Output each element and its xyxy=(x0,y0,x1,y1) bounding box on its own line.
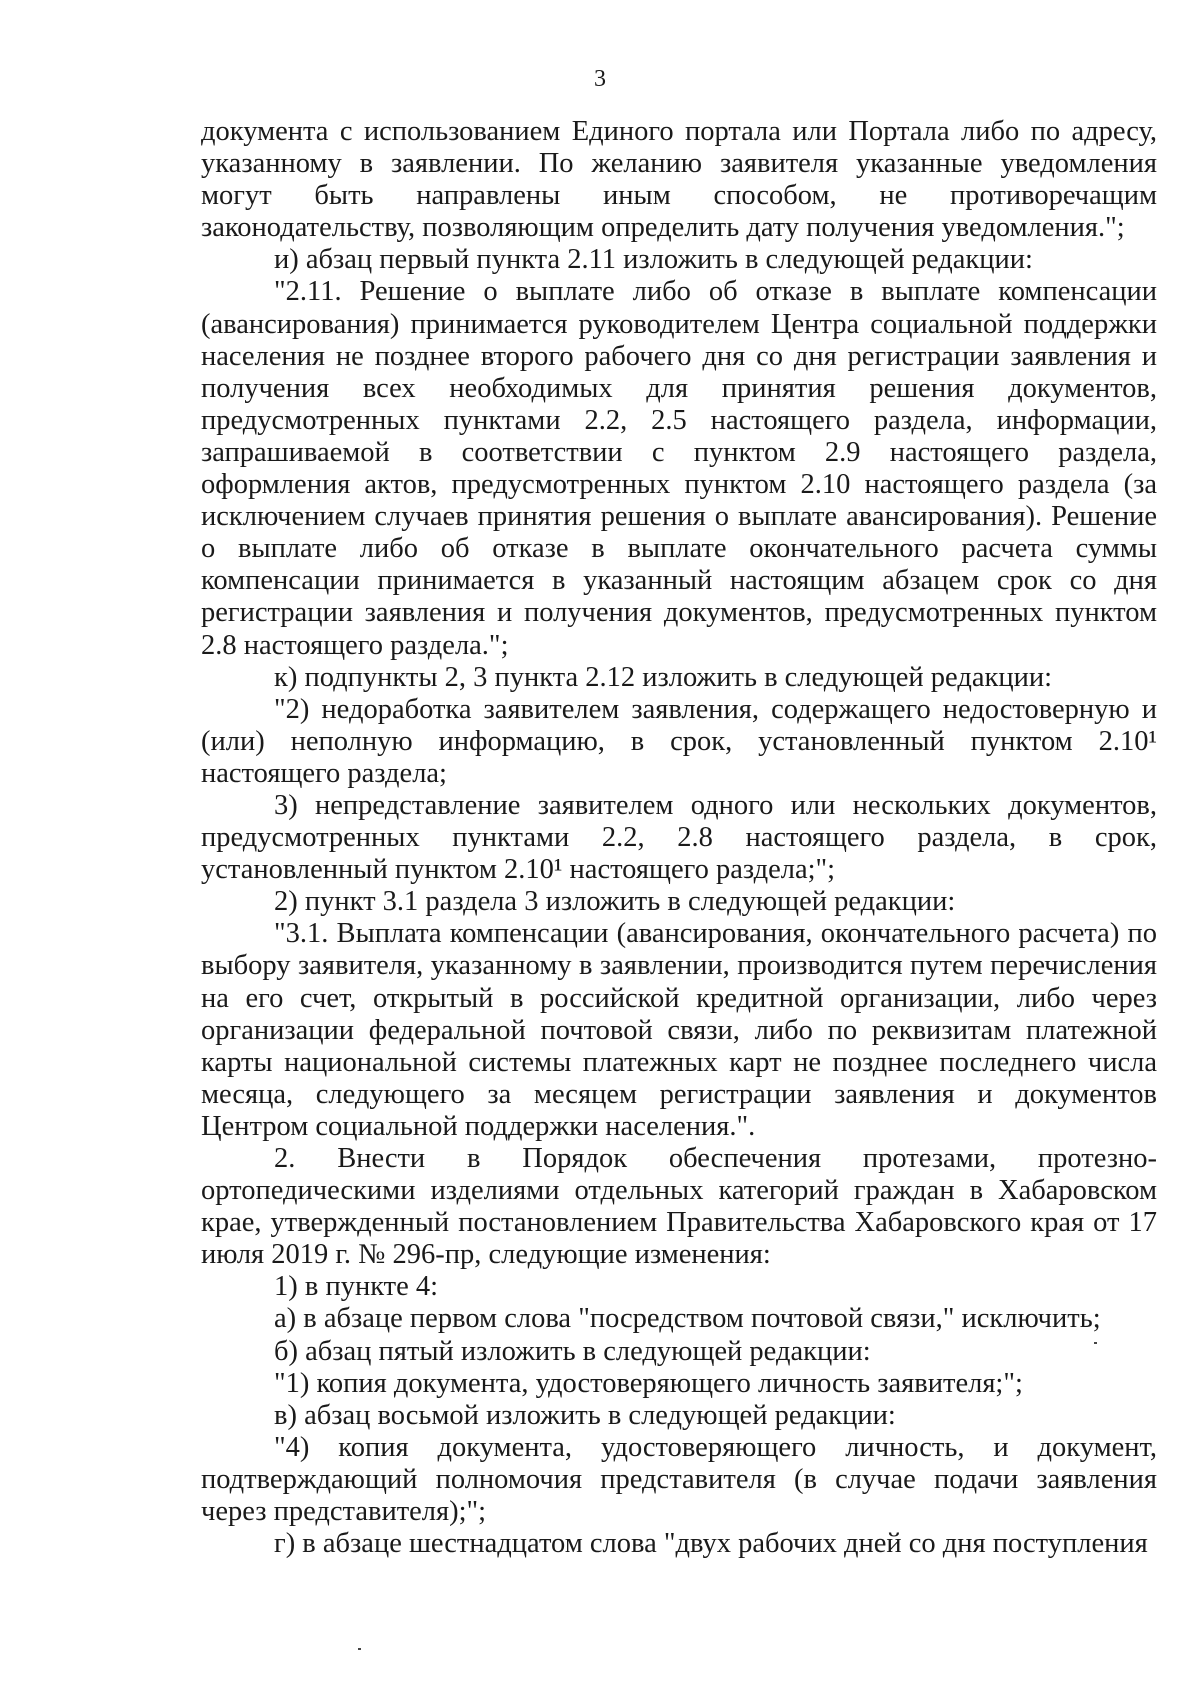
paragraph: документа с использованием Единого портала или Портала либо по адресу, указанному в заявлении. По желанию заявителя указанные уведомления могут быть направлены иным способом, не противоречащим законодательству, позволяющим определить дату получения уведомления."; xyxy=(201,116,1157,244)
paragraph: и) абзац первый пункта 2.11 изложить в следующей редакции: xyxy=(274,244,1033,276)
paragraph: в) абзац восьмой изложить в следующей редакции: xyxy=(274,1399,896,1431)
paragraph: "1) копия документа, удостоверяющего личность заявителя;"; xyxy=(274,1367,1023,1399)
document-body xyxy=(201,116,1157,1560)
paragraph: 2) пункт 3.1 раздела 3 изложить в следующей редакции: xyxy=(274,886,956,918)
paragraph: 3) непредставление заявителем одного или нескольких документов, предусмотренных пунктами 2.2, 2.8 настоящего раздела, в срок, установленный пунктом 2.10¹ настоящего раздела;"; xyxy=(201,789,1157,886)
paragraph: г) в абзаце шестнадцатом слова "двух рабочих дней со дня поступления xyxy=(274,1528,1148,1560)
paragraph: к) подпункты 2, 3 пункта 2.12 изложить в следующей редакции: xyxy=(274,661,1053,693)
scan-speck xyxy=(1094,1342,1097,1344)
paragraph: 1) в пункте 4: xyxy=(274,1271,439,1303)
paragraph: 2. Внести в Порядок обеспечения протезами, протезно-ортопедическими изделиями отдельных категорий граждан в Хабаровском крае, утвержденный постановлением Правительства Хабаровского края от 17 июля 2019 г. № 296-пр, следующие изменения: xyxy=(201,1143,1157,1271)
paragraph: "3.1. Выплата компенсации (авансирования, окончательного расчета) по выбору заявителя, указанному в заявлении, производится путем перечисления на его счет, открытый в российской кредитной организации, либо через организации федеральной почтовой связи, либо по реквизитам платежной карты национальной системы платежных карт не позднее последнего числа месяца, следующего за месяцем регистрации заявления и документов Центром социальной поддержки населения.". xyxy=(201,918,1157,1142)
paragraph: а) в абзаце первом слова "посредством почтовой связи," исключить; xyxy=(274,1303,1101,1335)
paragraph: "2) недоработка заявителем заявления, содержащего недостоверную и (или) неполную информацию, в срок, установленный пунктом 2.10¹ настоящего раздела; xyxy=(201,693,1157,789)
page-number: 3 xyxy=(594,66,606,92)
scan-speck xyxy=(358,1648,361,1650)
paragraph: "4) копия документа, удостоверяющего личность, и документ, подтверждающий полномочия представителя (в случае подачи заявления через представителя);"; xyxy=(201,1431,1157,1528)
paragraph: "2.11. Решение о выплате либо об отказе в выплате компенсации (авансирования) принимается руководителем Центра социальной поддержки населения не позднее второго рабочего дня со дня регистрации заявления и получения всех необходимых для принятия решения документов, предусмотренных пунктами 2.2, 2.5 настоящего раздела, информации, запрашиваемой в соответствии с пунктом 2.9 настоящего раздела, оформления актов, предусмотренных пунктом 2.10 настоящего раздела (за исключением случаев принятия решения о выплате авансирования). Решение о выплате либо об отказе в выплате окончательного расчета суммы компенсации принимается в указанный настоящим абзацем срок со дня регистрации заявления и получения документов, предусмотренных пунктом 2.8 настоящего раздела."; xyxy=(201,276,1157,661)
paragraph: б) абзац пятый изложить в следующей редакции: xyxy=(274,1335,871,1367)
